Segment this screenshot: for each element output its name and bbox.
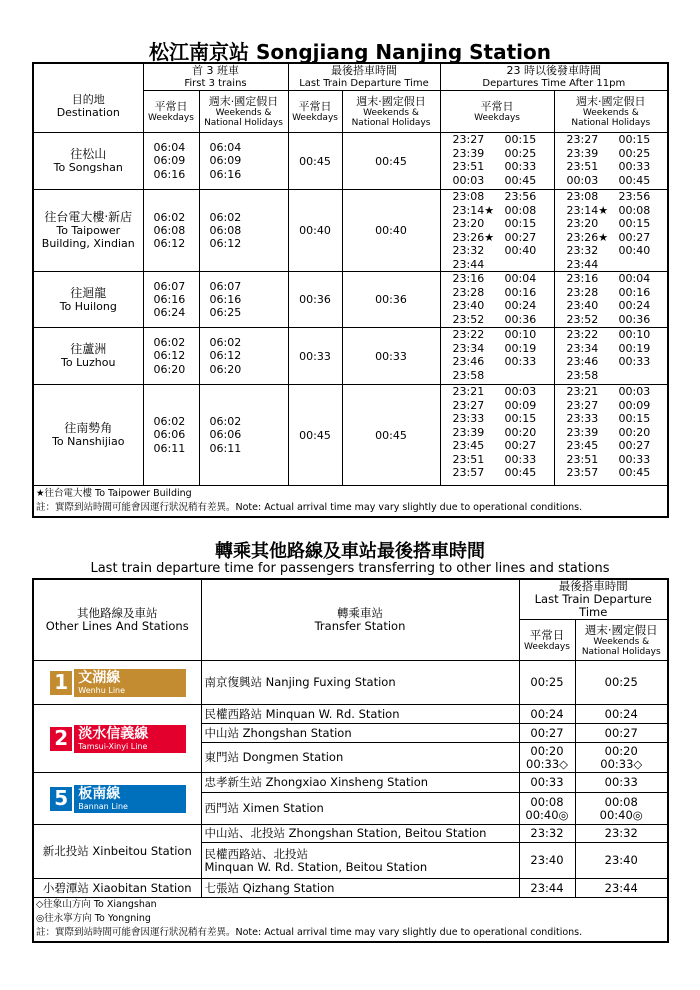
header-weekday: 平常日 Weekdays <box>143 91 199 133</box>
late-time-row <box>567 190 668 204</box>
departure-time: 23:28 <box>566 285 599 299</box>
last-weekend-cell: 00:40 <box>342 190 440 272</box>
departure-time: 23:22 <box>566 328 599 341</box>
transfer-station: 東門站 Dongmen Station <box>201 743 519 773</box>
departure-time: 00:33 <box>504 160 537 173</box>
departure-time: 23:39 <box>452 425 485 439</box>
line-name-en: Wenhu Line <box>78 685 126 695</box>
departure-time: 00:27 <box>618 230 651 244</box>
late-time-row <box>453 313 554 327</box>
late-time-row <box>453 412 554 426</box>
departure-time: 23:26★ <box>452 230 495 244</box>
late-time-row <box>453 399 554 413</box>
departure-time: 00:03 <box>618 385 651 398</box>
departure-time: 00:08 <box>618 203 651 217</box>
header-last-train: 最後搭車時間 Last Train Departure Time <box>288 63 440 91</box>
departure-time: 00:33 <box>618 355 651 368</box>
departure-time: 00:08 <box>504 203 537 217</box>
departure-time: 23:57 <box>566 466 599 479</box>
departure-time: 23:56 <box>618 190 651 203</box>
departure-time: 23:39 <box>566 425 599 439</box>
header-transfer-station: 轉乘車站 Transfer Station <box>201 579 519 661</box>
header-weekend: 週末‧國定假日 Weekends & National Holidays <box>342 91 440 133</box>
weekend-time: 00:27 <box>575 724 668 743</box>
departure-time: 23:57 <box>452 466 485 479</box>
late-time-row <box>453 342 554 356</box>
last-weekday-cell: 00:33 <box>288 328 342 385</box>
header-weekend: 週末‧國定假日 Weekends & National Holidays <box>575 620 668 661</box>
departure-time: 00:33 <box>618 452 651 466</box>
departure-time: 00:09 <box>618 398 651 412</box>
late-weekend-cell <box>554 133 668 190</box>
table-row <box>33 879 668 898</box>
departure-time: 23:51 <box>566 452 599 466</box>
weekend-time: 23:40 <box>575 843 668 879</box>
departure-time: 00:45 <box>618 466 651 479</box>
late-time-row <box>453 174 554 188</box>
departure-time: 00:33 <box>504 355 537 368</box>
weekend-time: 00:33 <box>575 773 668 793</box>
departure-time: 23:34 <box>452 341 485 355</box>
departure-time: 00:27 <box>504 439 537 452</box>
departure-time: 23:32 <box>452 244 485 257</box>
late-weekend-cell <box>554 190 668 272</box>
last-weekday-cell: 00:45 <box>288 133 342 190</box>
first-weekend-cell: 06:02 06:06 06:11 <box>199 385 288 486</box>
transfer-notes <box>33 898 668 942</box>
weekday-time: 23:44 <box>519 879 575 898</box>
departure-time: 00:24 <box>618 299 651 312</box>
departure-time: 23:08 <box>566 190 599 203</box>
first-weekday-cell: 06:07 06:16 06:24 <box>143 272 199 328</box>
last-weekday-cell: 00:40 <box>288 190 342 272</box>
late-time-row <box>567 328 668 342</box>
departure-time: 00:04 <box>504 272 537 285</box>
transfer-station: 西門站 Ximen Station <box>201 793 519 825</box>
late-time-row <box>567 342 668 356</box>
last-weekday-cell: 00:36 <box>288 272 342 328</box>
late-time-row <box>453 328 554 342</box>
first-weekday-cell: 06:02 06:12 06:20 <box>143 328 199 385</box>
departure-time: 00:15 <box>618 133 651 146</box>
late-weekday-cell <box>440 133 554 190</box>
first-weekday-cell: 06:02 06:06 06:11 <box>143 385 199 486</box>
departure-time: 00:15 <box>504 133 537 146</box>
late-time-row <box>453 258 554 272</box>
weekday-time: 00:08 00:40◎ <box>519 793 575 825</box>
table-row <box>33 773 668 793</box>
first-weekday-cell: 06:02 06:08 06:12 <box>143 190 199 272</box>
departure-time: 23:39 <box>566 146 599 160</box>
departure-time: 23:16 <box>452 272 485 285</box>
late-time-row <box>567 453 668 467</box>
late-time-row <box>453 244 554 258</box>
departure-time: 23:45 <box>566 439 599 452</box>
table-row <box>33 328 668 385</box>
first-weekend-cell: 06:02 06:12 06:20 <box>199 328 288 385</box>
tamsui-xinyi-line-badge <box>48 725 186 753</box>
departure-time: 23:40 <box>566 299 599 312</box>
operational-note: 註：實際到站時間可能會因運行狀況稍有差異。Note: Actual arrival time may vary slightly due to operational conditions. <box>36 501 583 513</box>
departure-time: 00:04 <box>618 272 651 285</box>
page-title: 松江南京站 Songjiang Nanjing Station <box>149 40 551 64</box>
departure-time: 00:16 <box>504 285 537 299</box>
departure-time: 00:36 <box>504 312 537 326</box>
transfer-station: 南京復興站 Nanjing Fuxing Station <box>201 661 519 705</box>
late-weekday-cell <box>440 328 554 385</box>
late-time-row <box>453 355 554 369</box>
transfer-station: 中山站 Zhongshan Station <box>201 724 519 743</box>
departure-time: 23:44 <box>566 257 599 271</box>
last-weekend-cell: 00:45 <box>342 385 440 486</box>
late-time-row <box>453 204 554 218</box>
table-row <box>33 272 668 328</box>
departure-time: 00:45 <box>504 173 537 187</box>
departure-time: 23:20 <box>566 217 599 230</box>
departure-time: 23:20 <box>452 217 485 230</box>
header-weekday: 平常日 Weekdays <box>288 91 342 133</box>
late-time-row <box>567 204 668 218</box>
star-legend: ★往台電大樓 To Taipower Building <box>36 487 192 499</box>
late-time-row <box>453 231 554 245</box>
late-time-row <box>453 147 554 161</box>
late-time-row <box>567 160 668 174</box>
late-weekday-cell <box>440 190 554 272</box>
weekend-time: 00:20 00:33◇ <box>575 743 668 773</box>
departure-time: 00:15 <box>504 217 537 230</box>
departure-time: 00:03 <box>566 173 599 187</box>
table-row <box>33 661 668 705</box>
departure-time: 23:22 <box>452 328 485 341</box>
late-time-row <box>453 217 554 231</box>
late-time-row <box>567 355 668 369</box>
departure-time: 23:14★ <box>566 203 609 217</box>
departure-time: 23:40 <box>452 299 485 312</box>
weekday-time: 23:32 <box>519 825 575 843</box>
last-weekend-cell: 00:45 <box>342 133 440 190</box>
departure-time: 23:32 <box>566 244 599 257</box>
departure-time: 00:09 <box>504 398 537 412</box>
line-number: 2 <box>48 725 74 753</box>
departure-time: 00:15 <box>618 217 651 230</box>
departure-time: 23:44 <box>452 257 485 271</box>
header-weekday: 平常日 Weekdays <box>440 91 554 133</box>
departure-time: 23:21 <box>452 385 485 398</box>
transfer-subtitle: Last train departure time for passengers transferring to other lines and stations <box>90 561 610 576</box>
line-name-zh: 文湖線 <box>78 669 121 686</box>
timetable-notes <box>33 486 668 517</box>
weekday-time: 00:33 <box>519 773 575 793</box>
late-time-row <box>567 217 668 231</box>
transfer-station: 中山站、北投站 Zhongshan Station, Beitou Station <box>201 825 519 843</box>
departure-time: 00:24 <box>504 299 537 312</box>
departure-time: 00:20 <box>618 425 651 439</box>
wenhu-line-badge <box>48 669 186 697</box>
weekday-time: 00:25 <box>519 661 575 705</box>
late-time-row <box>567 231 668 245</box>
transfer-station: 民權西路站 Minquan W. Rd. Station <box>201 705 519 724</box>
late-time-row <box>567 313 668 327</box>
table-row <box>33 385 668 486</box>
departure-time: 23:58 <box>566 368 599 382</box>
line-name-en: Tamsui-Xinyi Line <box>78 741 148 751</box>
table-row <box>33 825 668 843</box>
departure-time: 23:56 <box>504 190 537 203</box>
departure-time: 23:33 <box>566 412 599 425</box>
departure-time: 00:36 <box>618 312 651 326</box>
line-name-en: Bannan Line <box>78 801 128 811</box>
weekend-time: 23:44 <box>575 879 668 898</box>
late-time-row <box>567 147 668 161</box>
destination-luzhou: 往蘆洲 To Luzhou <box>33 328 143 385</box>
destination-huilong: 往迴龍 To Huilong <box>33 272 143 328</box>
departure-time: 00:25 <box>504 146 537 160</box>
departure-time: 23:51 <box>566 160 599 173</box>
header-weekend: 週末‧國定假日 Weekends & National Holidays <box>199 91 288 133</box>
departure-time: 00:40 <box>618 244 651 257</box>
departure-time: 00:15 <box>504 412 537 425</box>
late-time-row <box>567 299 668 313</box>
circle-legend: ◎往永寧方向 To Yongning <box>36 913 151 925</box>
weekend-time: 23:32 <box>575 825 668 843</box>
late-weekday-cell <box>440 272 554 328</box>
departure-time: 23:27 <box>452 398 485 412</box>
weekend-time: 00:25 <box>575 661 668 705</box>
line-name-zh: 淡水信義線 <box>78 725 149 742</box>
late-time-row <box>567 466 668 480</box>
departure-time: 00:16 <box>618 285 651 299</box>
late-time-row <box>567 412 668 426</box>
departure-time: 23:27 <box>452 133 485 146</box>
late-time-row <box>567 399 668 413</box>
departure-time: 00:27 <box>618 439 651 452</box>
destination-songshan: 往松山 To Songshan <box>33 133 143 190</box>
header-after-11pm: 23 時以後發車時間 Departures Time After 11pm <box>440 63 668 91</box>
departure-time: 23:08 <box>452 190 485 203</box>
table-row <box>33 705 668 724</box>
first-weekend-cell: 06:04 06:09 06:16 <box>199 133 288 190</box>
departure-time: 00:20 <box>504 425 537 439</box>
departure-time: 23:28 <box>452 285 485 299</box>
departure-time: 23:51 <box>452 160 485 173</box>
late-time-row <box>453 160 554 174</box>
departure-time: 23:16 <box>566 272 599 285</box>
header-destination: 目的地 Destination <box>33 63 143 133</box>
departure-time: 23:51 <box>452 452 485 466</box>
first-weekend-cell: 06:02 06:08 06:12 <box>199 190 288 272</box>
table-row <box>33 133 668 190</box>
late-time-row <box>567 439 668 453</box>
departure-time: 23:52 <box>452 312 485 326</box>
departure-time: 00:45 <box>504 466 537 479</box>
late-time-row <box>567 272 668 286</box>
departure-time: 00:40 <box>504 244 537 257</box>
departure-time: 23:26★ <box>566 230 609 244</box>
late-time-row <box>567 286 668 300</box>
line-cell-bannan <box>33 773 201 825</box>
late-weekend-cell <box>554 385 668 486</box>
departure-time: 23:33 <box>452 412 485 425</box>
late-weekend-cell <box>554 272 668 328</box>
late-time-row <box>453 453 554 467</box>
transfer-station: 忠孝新生站 Zhongxiao Xinsheng Station <box>201 773 519 793</box>
line-cell-tamsui-xinyi <box>33 705 201 773</box>
late-time-row <box>567 174 668 188</box>
late-time-row <box>567 133 668 147</box>
departure-time: 23:27 <box>566 133 599 146</box>
late-weekend-cell <box>554 328 668 385</box>
timetable <box>32 62 669 518</box>
header-weekday: 平常日 Weekdays <box>519 620 575 661</box>
late-time-row <box>567 426 668 440</box>
departure-time: 23:46 <box>566 355 599 368</box>
transfer-title: 轉乘其他路線及車站最後搭車時間 <box>215 541 485 562</box>
operational-note: 註：實際到站時間可能會因運行狀況稍有差異。Note: Actual arrival time may vary slightly due to operational conditions. <box>36 927 583 939</box>
departure-time: 00:15 <box>618 412 651 425</box>
line-name-zh: 板南線 <box>78 785 121 802</box>
weekday-time: 00:24 <box>519 705 575 724</box>
header-last-train: 最後搭車時間 Last Train Departure Time <box>519 579 668 620</box>
destination-nanshijiao: 往南勢角 To Nanshijiao <box>33 385 143 486</box>
destination-xindian: 往台電大樓‧新店 To Taipower Building, Xindian <box>33 190 143 272</box>
line-cell-wenhu <box>33 661 201 705</box>
last-weekend-cell: 00:36 <box>342 272 440 328</box>
other-station-xiaobitan: 小碧潭站 Xiaobitan Station <box>33 879 201 898</box>
diamond-legend: ◇往象山方向 To Xiangshan <box>36 899 157 911</box>
late-time-row <box>453 385 554 399</box>
departure-time: 00:19 <box>504 341 537 355</box>
line-number: 1 <box>48 669 74 697</box>
departure-time: 23:14★ <box>452 203 495 217</box>
late-time-row <box>453 369 554 383</box>
weekend-time: 00:24 <box>575 705 668 724</box>
departure-time: 23:21 <box>566 385 599 398</box>
weekday-time: 00:20 00:33◇ <box>519 743 575 773</box>
weekday-time: 00:27 <box>519 724 575 743</box>
departure-time: 23:46 <box>452 355 485 368</box>
departure-time: 00:33 <box>504 452 537 466</box>
late-time-row <box>567 385 668 399</box>
departure-time: 00:10 <box>504 328 537 341</box>
transfer-table <box>32 578 669 943</box>
header-weekend: 週末‧國定假日 Weekends & National Holidays <box>554 91 668 133</box>
last-weekday-cell: 00:45 <box>288 385 342 486</box>
departure-time: 00:33 <box>618 160 651 173</box>
table-row <box>33 190 668 272</box>
first-weekday-cell: 06:04 06:09 06:16 <box>143 133 199 190</box>
transfer-station: 民權西路站、北投站 Minquan W. Rd. Station, Beitou Station <box>201 843 519 879</box>
last-weekend-cell: 00:33 <box>342 328 440 385</box>
departure-time: 23:58 <box>452 368 485 382</box>
late-time-row <box>453 299 554 313</box>
transfer-station: 七張站 Qizhang Station <box>201 879 519 898</box>
late-time-row <box>453 272 554 286</box>
late-time-row <box>453 190 554 204</box>
departure-time: 23:39 <box>452 146 485 160</box>
late-time-row <box>567 244 668 258</box>
late-time-row <box>453 133 554 147</box>
departure-time: 23:52 <box>566 312 599 326</box>
weekday-time: 23:40 <box>519 843 575 879</box>
departure-time: 00:03 <box>504 385 537 398</box>
late-time-row <box>567 258 668 272</box>
header-first-trains: 首 3 班車 First 3 trains <box>143 63 288 91</box>
line-number: 5 <box>48 785 74 813</box>
departure-time: 00:25 <box>618 146 651 160</box>
late-time-row <box>453 466 554 480</box>
late-time-row <box>453 286 554 300</box>
departure-time: 23:34 <box>566 341 599 355</box>
weekend-time: 00:08 00:40◎ <box>575 793 668 825</box>
late-time-row <box>567 369 668 383</box>
departure-time: 00:10 <box>618 328 651 341</box>
first-weekend-cell: 06:07 06:16 06:25 <box>199 272 288 328</box>
departure-time: 00:27 <box>504 230 537 244</box>
other-station-xinbeitou: 新北投站 Xinbeitou Station <box>33 825 201 879</box>
header-other-lines: 其他路線及車站 Other Lines And Stations <box>33 579 201 661</box>
late-weekday-cell <box>440 385 554 486</box>
departure-time: 00:45 <box>618 173 651 187</box>
late-time-row <box>453 426 554 440</box>
departure-time: 00:03 <box>452 173 485 187</box>
departure-time: 00:19 <box>618 341 651 355</box>
late-time-row <box>453 439 554 453</box>
departure-time: 23:27 <box>566 398 599 412</box>
bannan-line-badge <box>48 785 186 813</box>
departure-time: 23:45 <box>452 439 485 452</box>
